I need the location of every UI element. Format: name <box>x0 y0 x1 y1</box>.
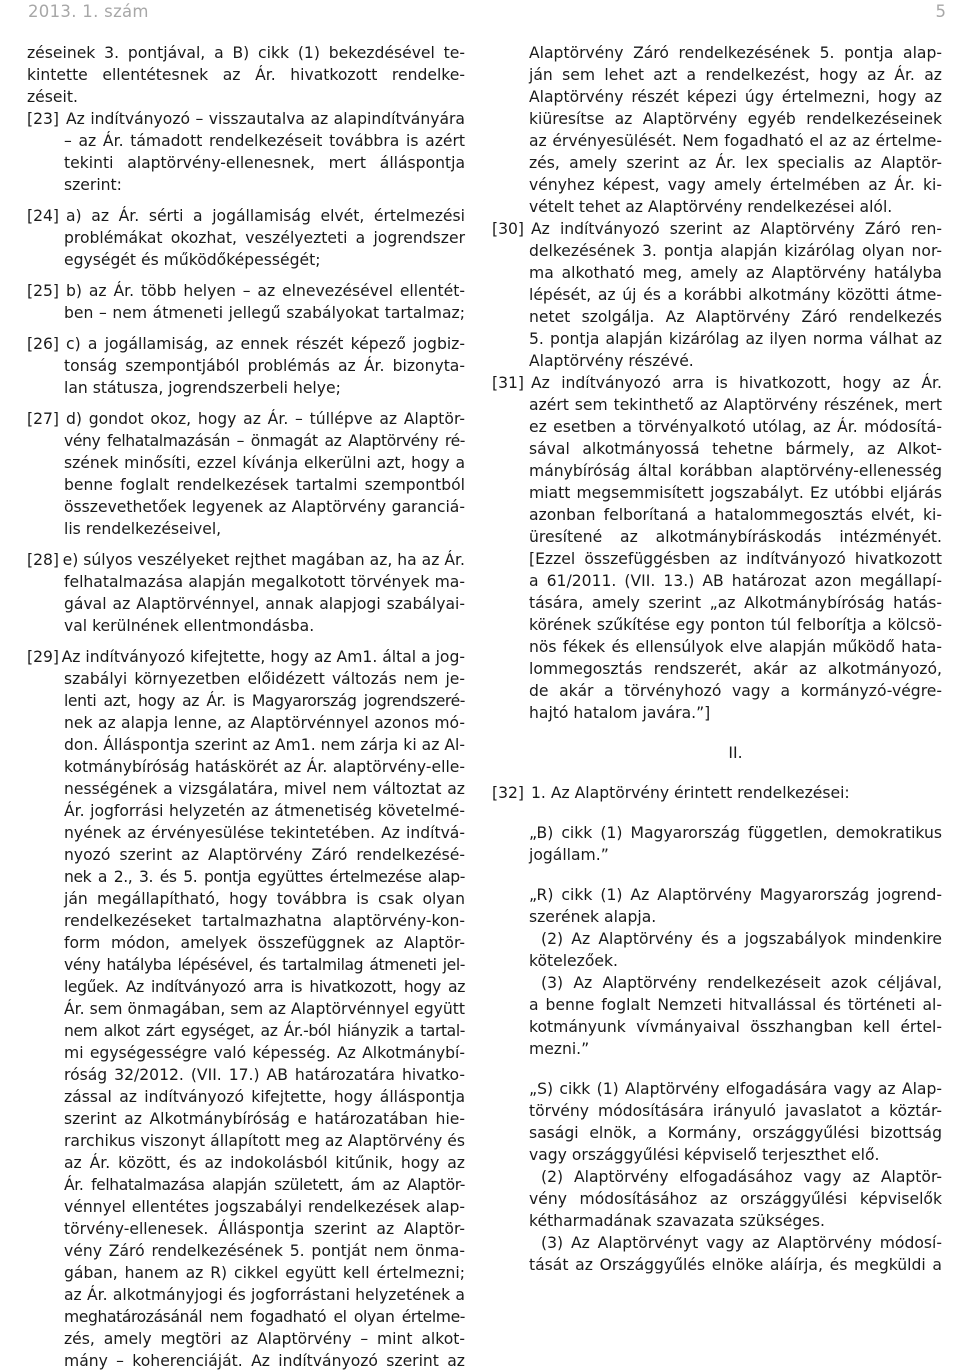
line-text: benne foglalt rendelkezések tartalmi szempontból <box>64 476 465 494</box>
line-text: gában, hanem az R) cikkel együtt kell értelmezni; <box>64 1264 465 1282</box>
line-text: Ár. jogforrási helyzetén az átmenetiség követelmé- <box>64 802 465 820</box>
text-line <box>27 1042 465 1064</box>
line-text: összevethetőek legyenek az Alaptörvény garanciá- <box>64 498 465 516</box>
text-line <box>27 42 465 64</box>
text-line <box>27 474 465 496</box>
line-text: (3) Az Alaptörvény rendelkezéseit azok céljával, <box>541 974 942 992</box>
line-text: kétharmadának szavazata szükséges. <box>529 1212 825 1230</box>
line-text: (2) Alaptörvény elfogadásához vagy az Alaptör- <box>541 1168 942 1186</box>
text-line <box>492 504 942 526</box>
numbered-paragraph-line <box>492 218 942 240</box>
text-line <box>492 262 942 284</box>
text-line <box>27 1262 465 1284</box>
paragraph-gap <box>492 724 942 733</box>
line-text: tását az Országgyűlés elnöke aláírja, és megküldi a <box>529 1256 942 1274</box>
text-line <box>27 1218 465 1240</box>
text-line <box>27 571 465 593</box>
line-text: zés, amely megtöri az Alaptörvény – mint alkot- <box>64 1330 465 1348</box>
text-line <box>27 64 465 86</box>
text-line <box>27 1020 465 1042</box>
text-line <box>27 976 465 998</box>
numbered-paragraph-line <box>27 408 465 430</box>
text-line <box>27 822 465 844</box>
line-text: mány – koherenciáját. Az indítványozó szerint az <box>64 1352 465 1370</box>
line-text: [Ezzel összefüggésben az indítványozó hivatkozott <box>529 550 942 568</box>
line-text: form módon, amelyek összefüggnek az Alaptör- <box>64 934 465 952</box>
line-text: jogállam.” <box>529 846 609 864</box>
text-line <box>27 954 465 976</box>
text-line <box>492 284 942 306</box>
line-text: tására, amely szerint „az Alkotmánybíróság hatás- <box>529 594 942 612</box>
line-text: a 61/2011. (VII. 13.) AB határozat azon megállapí- <box>529 572 942 590</box>
paragraph-number: [31] <box>492 374 525 392</box>
line-text: val kerülnének ellentmondásba. <box>64 617 315 635</box>
line-text: az érvényesülését. Nem fogadható el az az értelme- <box>529 132 942 150</box>
paragraph-gap <box>27 324 465 333</box>
line-text: delkezésének 3. pontja alapján kizárólag olyan nor- <box>529 242 942 260</box>
paragraph-number: [32] <box>492 784 525 802</box>
text-line <box>27 734 465 756</box>
line-text: zással az indítványozó kifejtette, hogy álláspontja <box>64 1088 465 1106</box>
text-line <box>27 1130 465 1152</box>
page-header <box>0 0 960 34</box>
line-text: 5. pontja alapján kizárólag az ilyen norma válhat az <box>529 330 942 348</box>
line-text: de akár a törvényhozó vagy a kormányzó-végre- <box>529 682 942 700</box>
text-line <box>27 518 465 540</box>
line-text: sával alkotmányossá tehetne bármely, az Alkot- <box>529 440 942 458</box>
text-line <box>492 526 942 548</box>
line-text: nességének a vizsgálatára, mivel nem változtat az <box>64 780 465 798</box>
line-text: lenti azt, hogy az Ár. is Magyarország jogrendszeré- <box>64 692 465 710</box>
text-line <box>492 1016 942 1038</box>
paragraph-gap <box>492 1069 942 1078</box>
text-line <box>492 42 942 64</box>
line-text: vény hatályba lépésével, és tartalmilag átmeneti jel- <box>64 956 465 974</box>
line-text: nem alkot zárt egységet, az Ár.-ból hiányzik a tartal- <box>64 1022 465 1040</box>
numbered-paragraph-line <box>27 280 465 302</box>
line-text: ben – nem átmeneti jellegű szabályokat tartalmaz; <box>64 304 465 322</box>
text-line <box>492 994 942 1016</box>
line-text: „R) cikk (1) Az Alaptörvény Magyarország jogrend- <box>529 886 942 904</box>
text-line <box>492 742 942 764</box>
text-line <box>27 1152 465 1174</box>
text-line <box>492 86 942 108</box>
numbered-paragraph-line <box>27 646 465 668</box>
text-line <box>492 438 942 460</box>
paragraph-gap <box>492 1060 942 1069</box>
text-line <box>27 1174 465 1196</box>
line-text: az Ár. között, és az indokolásból kitűnik, hogy az <box>64 1154 465 1172</box>
numbered-paragraph-line <box>27 108 465 130</box>
right-column <box>492 42 942 1276</box>
paragraph-gap <box>27 399 465 408</box>
text-line <box>492 844 942 866</box>
text-line <box>492 1122 942 1144</box>
text-line <box>492 1078 942 1100</box>
line-text: Az indítványozó – visszautalva az alapindítványára <box>66 110 465 128</box>
line-text: vénnyel ellentétes jogszabályi rendelkezések alap- <box>64 1198 465 1216</box>
line-text: a benne foglalt Nemzeti hitvallással és történeti al- <box>529 996 942 1014</box>
paragraph-number: [28] <box>27 551 60 569</box>
line-text: „S) cikk (1) Alaptörvény elfogadására vagy az Alap- <box>529 1080 942 1098</box>
line-text: (2) Az Alaptörvény és a jogszabályok mindenkire <box>541 930 942 948</box>
text-line <box>492 1210 942 1232</box>
text-line <box>492 1100 942 1122</box>
text-line <box>27 355 465 377</box>
line-text: vény Záró rendelkezésének 5. pontját nem önma- <box>64 1242 465 1260</box>
text-line <box>27 496 465 518</box>
line-text: (3) Az Alaptörvényt vagy az Alaptörvény módosí- <box>541 1234 942 1252</box>
line-text: rarchikus viszonyt állapított meg az Alaptörvény és <box>64 1132 465 1150</box>
paragraph-gap <box>492 773 942 782</box>
line-text: „B) cikk (1) Magyarország független, demokratikus <box>529 824 942 842</box>
text-line <box>27 1328 465 1350</box>
paragraph-gap <box>27 540 465 549</box>
line-text: mi egységességre való képesség. Az Alkotmánybí- <box>64 1044 465 1062</box>
line-text: vényhez képest, vagy amely értelmében az Ár. ki- <box>529 176 942 194</box>
numbered-paragraph-line <box>492 782 942 804</box>
page-number: 5 <box>935 2 946 21</box>
line-text: nek az alapja lenne, az Alaptörvénnyel azonos mó- <box>64 714 465 732</box>
line-text: nek a 2., 3. és 5. pontja együttes értelmezése alap- <box>64 868 465 886</box>
text-line <box>27 910 465 932</box>
text-line <box>492 636 942 658</box>
line-text: e) súlyos veszélyeket rejthet magában az, ha az Ár. <box>62 551 465 569</box>
text-line <box>27 756 465 778</box>
line-text: d) gondot okoz, hogy az Ár. – túllépve az Alaptör- <box>66 410 465 428</box>
line-text: szerint az Alkotmánybíróság e határozatában hie- <box>64 1110 465 1128</box>
paragraph-gap <box>492 813 942 822</box>
line-text: körének szűkítése egy ponton túl felborítja a kölcsö- <box>529 616 942 634</box>
text-line <box>492 570 942 592</box>
text-line <box>27 302 465 324</box>
paragraph-gap <box>27 637 465 646</box>
line-text: ma alkotható meg, amely az Alaptörvény hatályba <box>529 264 942 282</box>
text-line <box>492 614 942 636</box>
numbered-paragraph-line <box>492 372 942 394</box>
paragraph-number: [29] <box>27 648 60 666</box>
text-line <box>492 328 942 350</box>
line-text: felhatalmazása alapján megalkotott törvények ma- <box>64 573 465 591</box>
text-line <box>27 1086 465 1108</box>
line-text: ez esetben a törvényalkotó utólag, az Ár. módosítá- <box>529 418 942 436</box>
line-text: róság 32/2012. (VII. 17.) AB határozatára hivatko- <box>64 1066 465 1084</box>
paragraph-gap <box>492 733 942 742</box>
line-text: gával az Alaptörvénnyel, annak alapjogi szabályai- <box>64 595 465 613</box>
paragraph-number: [26] <box>27 335 60 353</box>
line-text: hajtó hatalom javára.”] <box>529 704 711 722</box>
text-line <box>492 394 942 416</box>
line-text: Alaptörvény Záró rendelkezésének 5. pontja alap- <box>529 44 942 62</box>
text-line <box>27 866 465 888</box>
line-text: azonban felborítaná a hatalommegosztás elvét, ki- <box>529 506 942 524</box>
text-line <box>27 1108 465 1130</box>
line-text: Az indítványozó szerint az Alaptörvény Záró ren- <box>531 220 942 238</box>
text-line <box>492 240 942 262</box>
text-line <box>27 152 465 174</box>
text-line <box>492 972 942 994</box>
line-text: ján sem lehet azt a rendelkezést, hogy az Ár. az <box>529 66 942 84</box>
line-text: sasági elnök, a Kormány, országgyűlési bizottság <box>529 1124 942 1142</box>
text-line <box>492 460 942 482</box>
text-line <box>27 249 465 271</box>
text-line <box>492 1254 942 1276</box>
line-text: problémákat okozhat, veszélyezteti a jogrendszer <box>64 229 465 247</box>
text-line <box>492 64 942 86</box>
numbered-paragraph-line <box>27 205 465 227</box>
line-text: vagy országgyűlési képviselő terjeszthet elő. <box>529 1146 880 1164</box>
line-text: mezni.” <box>529 1040 590 1058</box>
text-line <box>27 430 465 452</box>
line-text: nös fékek és ellensúlyok elve alapján működő hata- <box>529 638 942 656</box>
text-line <box>27 593 465 615</box>
text-line <box>27 174 465 196</box>
text-line <box>492 1144 942 1166</box>
line-text: miatt megsemmisített jogszabályt. Ez utóbbi eljárás <box>529 484 942 502</box>
line-text: zéseinek 3. pontjával, a B) cikk (1) bekezdésével te- <box>27 44 465 62</box>
line-text: Alaptörvény részévé. <box>529 352 694 370</box>
line-text: kiüresítse az Alaptörvény egyéb rendelkezéseinek <box>529 110 942 128</box>
text-line <box>492 906 942 928</box>
left-column <box>27 42 465 1372</box>
line-text: Alaptörvény részét képezi úgy értelmezni, hogy az <box>529 88 942 106</box>
text-line <box>27 778 465 800</box>
text-line <box>492 1232 942 1254</box>
line-text: 1. Az Alaptörvény érintett rendelkezései: <box>531 784 850 802</box>
text-line <box>27 1196 465 1218</box>
line-text: szabályi környezetben előidézett változás nem je- <box>64 670 465 688</box>
text-line <box>492 1038 942 1060</box>
text-line <box>27 668 465 690</box>
text-line <box>492 416 942 438</box>
line-text: Az indítványozó arra is hivatkozott, hogy az Ár. <box>531 374 942 392</box>
text-line <box>27 712 465 734</box>
paragraph-number: [24] <box>27 207 60 225</box>
text-line <box>492 174 942 196</box>
line-text: rendelkezéseket tartalmazhatna alaptörvény-kon- <box>64 912 465 930</box>
issue-label: 2013. 1. szám <box>28 2 149 21</box>
line-text: lommegosztás rendszerét, akár az alkotmányozó, <box>529 660 942 678</box>
line-text: kintette ellentétesnek az Ár. hivatkozott rendelke- <box>27 66 465 84</box>
paragraph-number: [27] <box>27 410 60 428</box>
paragraph-gap <box>492 764 942 773</box>
line-text: lépését, az új és a korábbi alkotmány közötti átme- <box>529 286 942 304</box>
line-text: c) a jogállamiság, az ennek részét képező jogbiz- <box>66 335 465 353</box>
text-line <box>492 702 942 724</box>
text-line <box>492 196 942 218</box>
line-text: egységét és működőképességét; <box>64 251 321 269</box>
line-text: szerint: <box>64 176 122 194</box>
line-text: tekinti alaptörvény-ellenesnek, mert álláspontja <box>64 154 465 172</box>
text-line <box>492 306 942 328</box>
line-text: Ár. felhatalmazása alapján született, ám az Alaptör- <box>64 1176 465 1194</box>
paragraph-number: [25] <box>27 282 60 300</box>
text-line <box>492 950 942 972</box>
paragraph-number: [30] <box>492 220 525 238</box>
line-text: törvény módosítására irányuló javaslatot a köztár- <box>529 1102 942 1120</box>
text-line <box>27 86 465 108</box>
text-line <box>492 884 942 906</box>
line-text: b) az Ár. több helyen – az elnevezésével ellentét- <box>66 282 465 300</box>
text-line <box>492 592 942 614</box>
line-text: tonság szempontjából problémás az Ár. bizonyta- <box>64 357 465 375</box>
line-text: vény módosításához az országgyűlési képviselők <box>529 1190 942 1208</box>
line-text: zés, amely szerint az Ár. lex specialis az Alaptör- <box>529 154 942 172</box>
text-line <box>492 822 942 844</box>
paragraph-gap <box>492 866 942 875</box>
line-text: nyének az érvényesülése tekintetében. Az indítvá- <box>64 824 465 842</box>
text-line <box>27 227 465 249</box>
text-line <box>27 377 465 399</box>
text-line <box>492 928 942 950</box>
line-text: azért sem tekinthető az Alaptörvény részének, mert <box>529 396 942 414</box>
text-line <box>492 152 942 174</box>
text-line <box>27 615 465 637</box>
text-line <box>27 452 465 474</box>
line-text: kotmánybíróság hatáskörét az Ár. alaptörvény-elle- <box>64 758 465 776</box>
line-text: lan státusza, jogrendszerbeli helye; <box>64 379 341 397</box>
line-text: ján megállapítható, hogy továbbra is csak olyan <box>64 890 465 908</box>
text-line <box>27 130 465 152</box>
text-line <box>492 350 942 372</box>
line-text: szerének alapja. <box>529 908 657 926</box>
line-text: lis rendelkezéseivel, <box>64 520 222 538</box>
line-text: kotmányunk vívmányaival összhangban kell értel- <box>529 1018 942 1036</box>
text-line <box>27 1284 465 1306</box>
text-line <box>27 690 465 712</box>
text-line <box>27 998 465 1020</box>
text-line <box>27 1350 465 1372</box>
line-text: üresítené az alkotmánybíráskodás intézményét. <box>529 528 942 546</box>
paragraph-gap <box>492 804 942 813</box>
paragraph-number: [23] <box>27 110 60 128</box>
line-text: netet szolgálja. Az Alaptörvény Záró rendelkezés <box>529 308 942 326</box>
text-line <box>492 680 942 702</box>
numbered-paragraph-line <box>27 333 465 355</box>
text-line <box>492 130 942 152</box>
line-text: zéseit. <box>27 88 78 106</box>
paragraph-gap <box>492 875 942 884</box>
numbered-paragraph-line <box>27 549 465 571</box>
text-line <box>492 108 942 130</box>
text-line <box>27 888 465 910</box>
line-text: kötelezőek. <box>529 952 618 970</box>
text-line <box>27 1240 465 1262</box>
paragraph-gap <box>27 196 465 205</box>
line-text: vény felhatalmazásán – önmagát az Alaptörvény ré- <box>64 432 465 450</box>
text-line <box>27 1306 465 1328</box>
line-text: don. Álláspontja szerint az Am1. nem zárja ki az Al- <box>64 736 465 754</box>
line-text: az Ár. alkotmányjogi és jogforrástani helyzetének a <box>64 1286 465 1304</box>
text-line <box>492 1166 942 1188</box>
line-text: törvény-ellenesek. Álláspontja szerint az Alaptör- <box>64 1220 465 1238</box>
text-line <box>27 844 465 866</box>
line-text: nyozó szerint az Alaptörvény Záró rendelkezésé- <box>64 846 465 864</box>
text-line <box>27 1064 465 1086</box>
line-text: legűek. Az indítványozó arra is hivatkozott, hogy az <box>64 978 465 996</box>
line-text: mánybíróság által korábban alaptörvény-ellenesség <box>529 462 942 480</box>
line-text: Az indítványozó kifejtette, hogy az Am1. által a jog- <box>61 648 465 666</box>
text-line <box>492 482 942 504</box>
text-line <box>27 800 465 822</box>
text-line <box>492 1188 942 1210</box>
line-text: szének minősíti, ezzel kívánja elkerülni azt, hogy a <box>64 454 465 472</box>
text-line <box>492 658 942 680</box>
line-text: Ár. sem önmagában, sem az Alaptörvénnyel együtt <box>64 1000 465 1018</box>
line-text: vételt tehet az Alaptörvény rendelkezései alól. <box>529 198 893 216</box>
line-text: – az Ár. támadott rendelkezéseit továbbra is azért <box>64 132 465 150</box>
line-text: II. <box>728 744 743 762</box>
text-line <box>27 932 465 954</box>
text-line <box>492 548 942 570</box>
line-text: a) az Ár. sérti a jogállamiság elvét, értelmezési <box>66 207 465 225</box>
paragraph-gap <box>27 271 465 280</box>
line-text: meghatározásánál nem fogadható el olyan értelme- <box>64 1308 465 1326</box>
